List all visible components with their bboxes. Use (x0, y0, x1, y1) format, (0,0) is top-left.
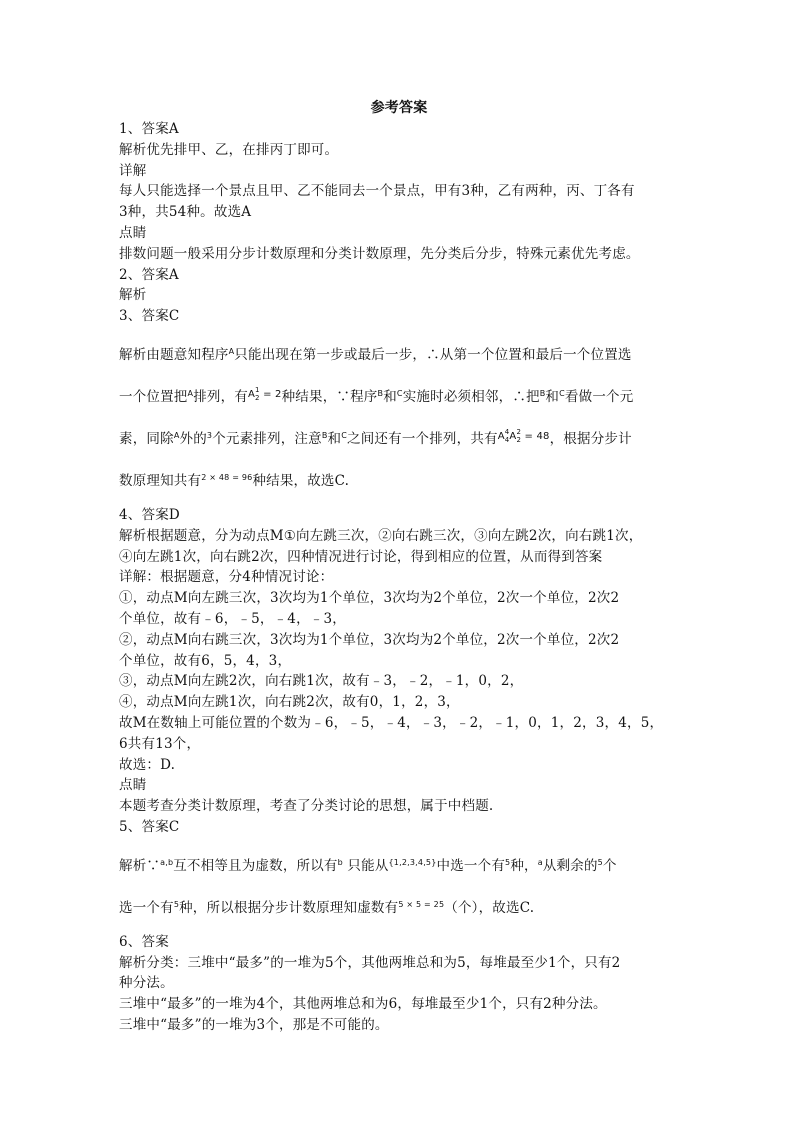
text: 实施时必须相邻，∴把 (402, 388, 540, 405)
q6-line: 三堆中“最多”的一堆为4个，其他两堆总和为6，每堆最至少1个，只有2种分法。 (119, 996, 607, 1013)
text: 一个位置把 (119, 388, 188, 405)
math-eq: = 2 (259, 388, 282, 400)
math-var: C (559, 388, 565, 398)
math-indices (505, 428, 510, 444)
text: 种，所以根据分步计数原理知虚数有 (179, 899, 399, 916)
q1-comment-label: 点睛 (119, 224, 147, 241)
q3-line-2 (119, 373, 679, 415)
q4-line: 解析根据题意，分为动点M①向左跳三次，②向右跳三次，③向左跳2次，向右跳1次， (119, 527, 643, 544)
text: （个），故选C. (444, 899, 535, 916)
math-var: 5 (173, 899, 180, 909)
math-sub: 4 (504, 435, 510, 444)
math-var: A (228, 346, 235, 356)
q4-line: ①，动点M向左跳三次，3次均为1个单位，3次均为2个单位，2次一个单位，2次2 (119, 590, 620, 607)
q3-answer: 3、答案C (119, 308, 180, 325)
q6-line: 解析分类：三堆中“最多”的一堆为5个，其他两堆总和为5，每堆最至少1个，只有2 (119, 954, 621, 971)
text: 解析∵ (119, 857, 161, 874)
q1-comment: 排数问题一般采用分步计数原理和分类计数原理，先分类后分步，特殊元素优先考虑。 (119, 245, 640, 262)
math-sub: 2 (516, 435, 522, 444)
text: 数原理知共有 (119, 472, 202, 489)
text: 只能从 (342, 857, 389, 874)
q4-line: 故M在数轴上可能位置的个数为﹣6，﹣5，﹣4，﹣3，﹣2，﹣1，0，1，2，3，4，5， (119, 714, 664, 731)
math-sup: 1 (255, 385, 260, 394)
q4-line: ③，动点M向左跳2次，向右跳1次，故有﹣3，﹣2，﹣1，0，2， (119, 673, 524, 690)
text: 选一个有 (119, 899, 174, 916)
math-var: 3 (206, 430, 213, 440)
math-sup: 4 (504, 427, 510, 436)
q4-answer: 4、答案D (119, 506, 180, 523)
text: 种结果，∵程序 (281, 388, 378, 405)
q6-answer: 6、答案 (119, 933, 169, 950)
text: ，根据分步计 (549, 430, 632, 447)
math-var: A (187, 388, 194, 398)
q3-line-4 (119, 457, 679, 499)
math-sup: 2 (516, 427, 522, 436)
q3-line-3 (119, 415, 679, 457)
q6-line: 三堆中“最多”的一堆为3个，那是不可能的。 (119, 1016, 389, 1033)
text: 排列，有 (193, 388, 248, 405)
text: 解析由题意知程序 (119, 346, 229, 363)
text: 种， (510, 857, 538, 874)
text: 中选一个有 (436, 857, 506, 874)
q5-line-2 (119, 884, 679, 926)
text: 互不相等且为虚数，所以有 (173, 857, 338, 874)
text: 素，同除 (119, 430, 174, 447)
q4-line: ②，动点M向右跳三次，3次均为1个单位，3次均为2个单位，2次一个单位，2次2 (119, 631, 620, 648)
math-formula (497, 427, 550, 444)
q4-line: 6共有13个， (119, 735, 201, 752)
q4-line: ④，动点M向左跳1次，向右跳2次，故有0，1，2，3， (119, 694, 460, 711)
math-sub: 2 (255, 393, 260, 402)
q1-detail-line-2: 3种，共54种。故选A (119, 204, 252, 221)
math-base: A (497, 430, 505, 442)
text: 和 (545, 388, 560, 405)
text: 之间还有一个排列，共有 (347, 430, 498, 447)
q1-detail-label: 详解 (119, 162, 147, 179)
q4-line: ④向左跳1次，向右跳2次，四种情况进行讨论，得到相应的位置，从而得到答案 (119, 548, 603, 565)
q4-line: 点睛 (119, 777, 147, 794)
q2-analysis-label: 解析 (119, 287, 147, 304)
math-var: a,b (160, 857, 174, 867)
q1-detail-line-1: 每人只能选择一个景点且甲、乙不能同去一个景点，甲有3种，乙有两种，丙、丁各有 (119, 183, 635, 200)
math-var: B (377, 388, 384, 398)
math-var: A (173, 430, 180, 440)
math-var: B (539, 388, 546, 398)
math-var: a (537, 857, 543, 867)
text: 从剩余的 (542, 857, 598, 874)
math-var: B (321, 430, 328, 440)
q4-line: 个单位，故有﹣6，﹣5，﹣4，﹣3， (119, 610, 346, 627)
math-var: 5 (505, 857, 511, 867)
math-base: A (509, 430, 517, 442)
text: 和 (327, 430, 342, 447)
math-eq: = 48 (521, 430, 550, 442)
text: 外的 (179, 430, 207, 447)
q4-line: 详解：根据题意，分4种情况讨论： (119, 569, 334, 586)
q4-line: 个单位，故有6，5，4，3， (119, 652, 292, 669)
text: 个 (602, 857, 617, 874)
math-var: C (396, 388, 403, 398)
math-indices (255, 386, 260, 402)
math-base: A (248, 388, 256, 400)
q1-analysis: 解析优先排甲、乙，在排丙丁即可。 (119, 141, 339, 158)
q2-answer: 2、答案A (119, 266, 179, 283)
text: 个元素排列，注意 (212, 430, 322, 447)
q5-line-1 (119, 842, 679, 884)
q5-answer: 5、答案C (119, 818, 180, 835)
q4-line: 故选：D. (119, 756, 176, 773)
math-formula: 2 × 48 = 96 (201, 472, 253, 482)
math-formula: 5 × 5 = 25 (398, 899, 445, 909)
text: 只能出现在第一步或最后一步，∴从第一个位置和最后一个位置选 (234, 346, 632, 363)
math-var: b (337, 857, 343, 867)
q3-line-1 (119, 331, 679, 373)
text: 种结果，故选C. (252, 472, 350, 489)
text: 和 (383, 388, 397, 405)
text: 看做一个元 (564, 388, 634, 405)
math-indices (516, 428, 521, 444)
q6-line: 种分法。 (119, 975, 174, 992)
math-var: C (341, 430, 348, 440)
document-page (119, 97, 679, 1036)
math-var: 5 (597, 857, 603, 867)
math-formula (248, 385, 282, 402)
page-title: 参考答案 (370, 100, 428, 116)
q4-line: 本题考查分类计数原理，考查了分类讨论的思想，属于中档题. (119, 798, 494, 815)
math-set: {1,2,3,4,5} (388, 857, 437, 867)
q1-answer: 1、答案A (119, 121, 179, 137)
